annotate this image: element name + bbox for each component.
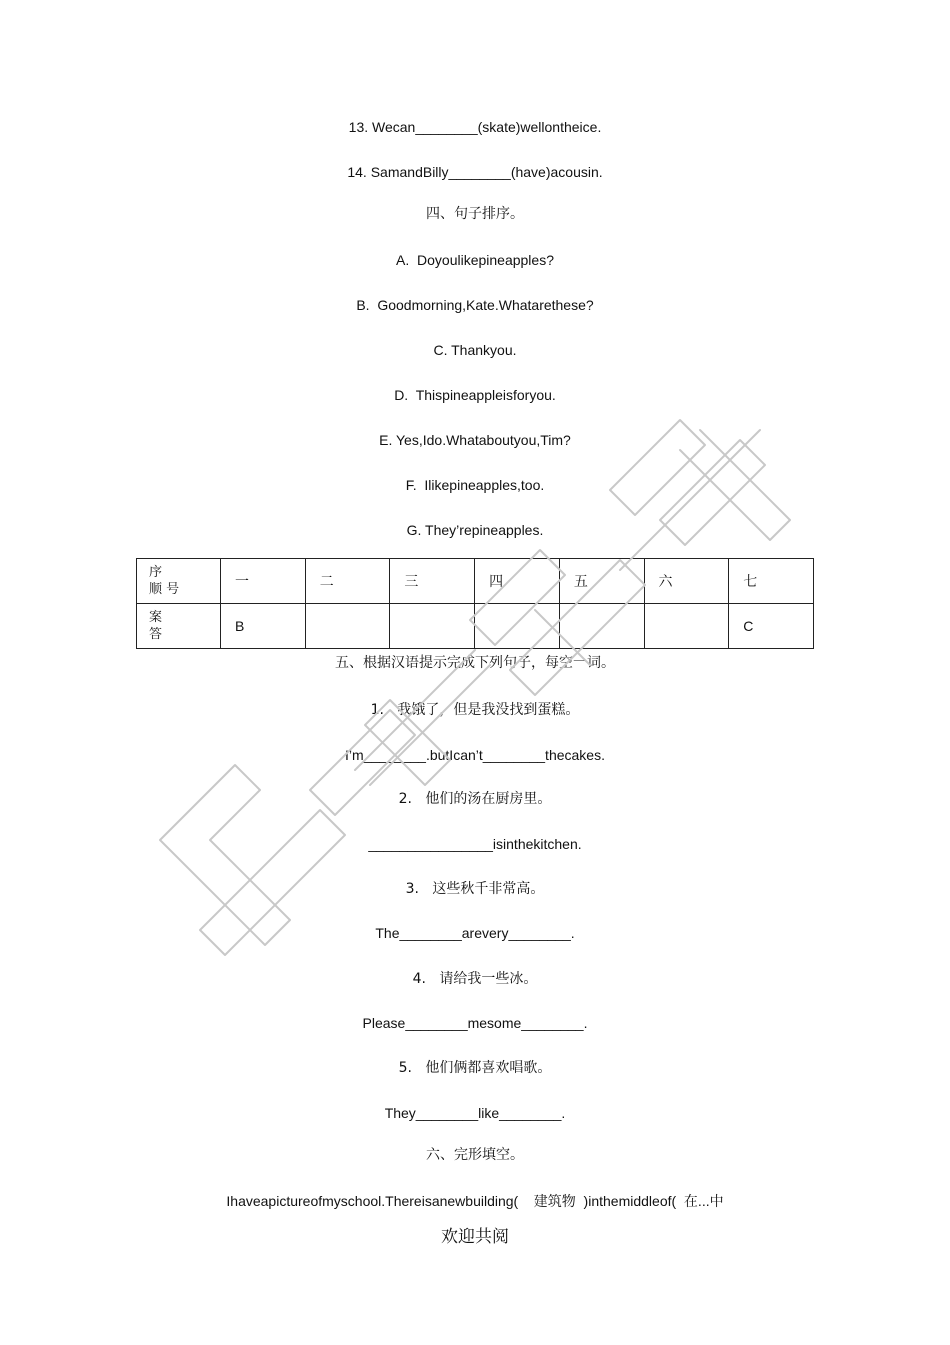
sentence-e: E. Yes,Ido.Whataboutyou,Tim? (379, 432, 571, 448)
sentence-f: F. Ilikepineapples,too. (405, 477, 545, 493)
question-13: 13. Wecan________(skate)wellontheice. (348, 119, 602, 135)
prompt-3: 3. 这些秋千非常高。 (405, 881, 545, 897)
blank-line-2: ________________isinthekitchen. (368, 836, 582, 852)
column-6: 六 (644, 559, 729, 604)
sentence-a: A. Doyoulikepineapples? (396, 252, 554, 268)
answer-header-cell (137, 604, 221, 649)
answer-header-top: 案 (149, 610, 163, 625)
answer-header-bottom: 答 (149, 627, 163, 642)
answer-cell-2[interactable] (305, 604, 390, 649)
section-6-title: 六、完形填空。 (426, 1147, 524, 1163)
column-5: 五 (559, 559, 644, 604)
order-header-bottom: 顺 号 (149, 582, 180, 597)
prompt-2: 2. 他们的汤在厨房里。 (398, 791, 552, 807)
table-row-order (137, 559, 814, 604)
sentence-c: C. Thankyou. (433, 342, 517, 358)
order-header-cell (137, 559, 221, 604)
blank-line-5: They________like________. (384, 1105, 566, 1121)
question-14: 14. SamandBilly________(have)acousin. (347, 164, 603, 180)
table-row-answer (137, 604, 814, 649)
answer-cell-6[interactable] (644, 604, 729, 649)
section-4-title: 四、句子排序。 (426, 206, 524, 222)
footer-text: 欢迎共阅 (441, 1227, 509, 1247)
blank-line-4: Please________mesome________. (362, 1015, 588, 1031)
blank-line-1: I’m________.butIcan’t________thecakes. (345, 747, 605, 763)
column-7: 七 (729, 559, 814, 604)
blank-line-3: The________arevery________. (375, 925, 575, 941)
answer-cell-5[interactable] (559, 604, 644, 649)
answer-table (136, 558, 814, 649)
order-header-top: 序 (149, 565, 163, 580)
cloze-passage: Ihaveapictureofmyschool.Thereisanewbuilding( 建筑物 )inthemiddleof( 在...中 (226, 1193, 724, 1209)
sentence-b: B. Goodmorning,Kate.Whatarethese? (356, 297, 594, 313)
column-2: 二 (305, 559, 390, 604)
prompt-5: 5. 他们俩都喜欢唱歌。 (398, 1060, 552, 1076)
prompt-1: 1. 我饿了，但是我没找到蛋糕。 (370, 702, 580, 718)
answer-cell-1[interactable]: B (221, 604, 306, 649)
column-3: 三 (390, 559, 475, 604)
section-5-title: 五、根据汉语提示完成下列句子，每空一词。 (335, 655, 615, 671)
column-1: 一 (221, 559, 306, 604)
column-4: 四 (475, 559, 560, 604)
prompt-4: 4. 请给我一些冰。 (412, 971, 538, 987)
answer-cell-3[interactable] (390, 604, 475, 649)
sentence-d: D. Thispineappleisforyou. (394, 387, 556, 403)
sentence-g: G. They’repineapples. (406, 522, 544, 538)
answer-cell-4[interactable] (475, 604, 560, 649)
answer-cell-7[interactable]: C (729, 604, 814, 649)
